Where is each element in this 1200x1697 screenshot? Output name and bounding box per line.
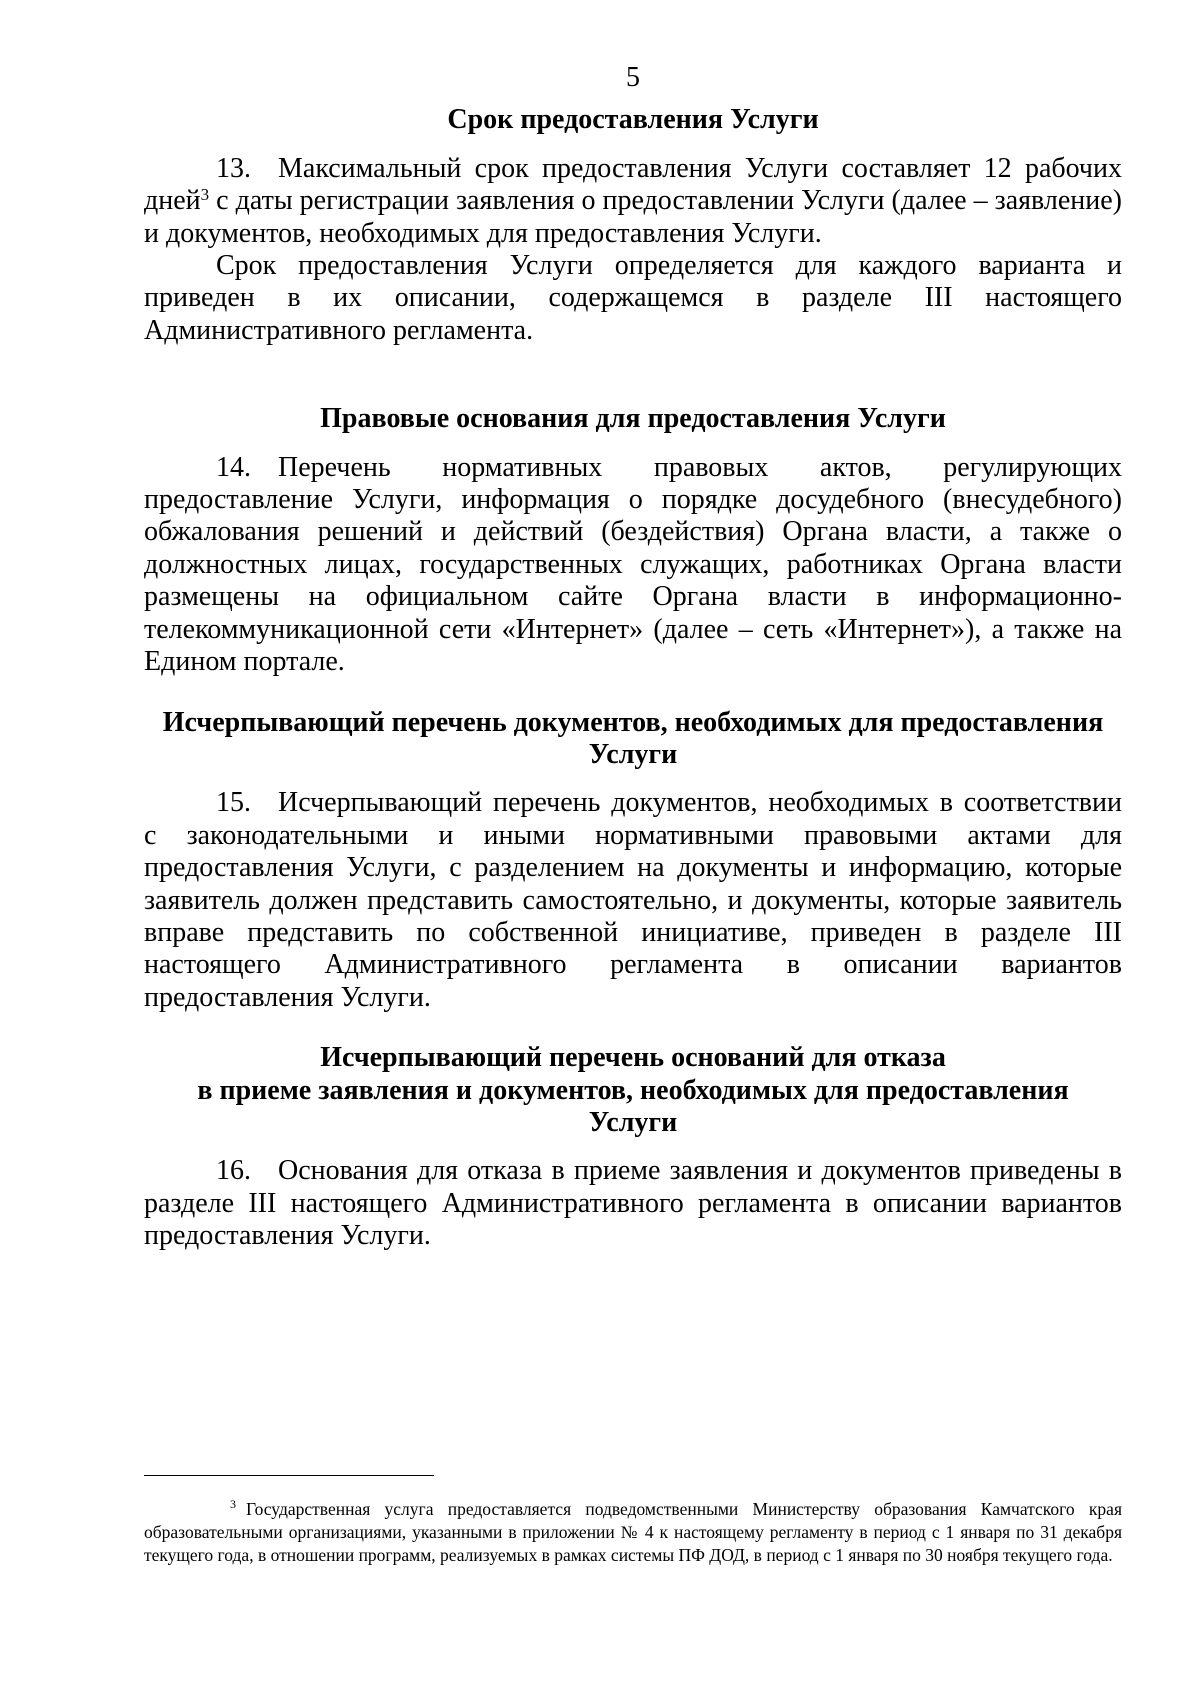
paragraph-text: Перечень нормативных правовых актов, регулирующих предоставление Услуги, информация о порядке досудебного (внесудебного) обжалования решений и действий (бездействия) Органа власти, а также о должностных лицах, государственных служащих, работниках Органа власти размещены на официальном сайте Органа власти в информационно-телекоммуникационной сети «Интернет» (далее – сеть «Интернет»), а также на Едином портале. — [144, 451, 1122, 678]
footnote-separator — [144, 1475, 434, 1476]
heading-line: Услуги — [588, 1106, 678, 1138]
footnote — [144, 1498, 1122, 1567]
paragraph-13 — [144, 153, 1122, 250]
heading-line: Срок предоставления Услуги — [447, 104, 819, 136]
footnote-reference[interactable]: 3 — [200, 185, 210, 205]
paragraph-16 — [144, 1155, 1122, 1252]
paragraph-number: 14. — [216, 451, 251, 483]
paragraph-number: 15. — [216, 787, 251, 819]
heading-line: Исчерпывающий перечень документов, необходимых для предоставления — [162, 706, 1104, 738]
paragraph-text: с даты регистрации заявления о предоставлении Услуги (далее – заявление) и документов, необходимых для предоставления Услуги. — [144, 185, 1122, 249]
page-number: 5 — [626, 62, 640, 93]
paragraph-number: 16. — [216, 1155, 251, 1187]
heading-line: Правовые основания для предоставления Услуги — [320, 403, 946, 435]
paragraph-13-continued: Срок предоставления Услуги определяется для каждого варианта и приведен в их описании, содержащемся в разделе III настоящего Административного регламента. — [144, 250, 1122, 346]
section-heading-documents-list — [144, 707, 1122, 772]
heading-line: Услуги — [588, 738, 678, 770]
paragraph-15 — [144, 787, 1122, 1014]
heading-line: в приеме заявления и документов, необходимых для предоставления — [197, 1074, 1069, 1106]
paragraph-14 — [144, 452, 1122, 679]
section-heading-refusal-grounds — [144, 1042, 1122, 1139]
section-heading-legal-basis — [144, 403, 1122, 435]
paragraph-text: Максимальный срок предоставления Услуги составляет 12 рабочих дней — [144, 152, 1122, 217]
footnote-marker: 3 — [230, 1497, 236, 1511]
footnote-text: Государственная услуга предоставляется подведомственными Министерству образования Камчатского края образовательными организациями, указанными в приложении № 4 к настоящему регламенту в период с 1 января по 31 декабря текущего года, в отношении программ, реализуемых в рамках системы ПФ ДОД, в период с 1 января по 30 ноября текущего года. — [144, 1499, 1122, 1565]
paragraph-text: Исчерпывающий перечень документов, необходимых в соответствии с законодательными и иными нормативными правовыми актами для предоставления Услуги, с разделением на документы и информацию, которые заявитель должен представить самостоятельно, и документы, которые заявитель вправе представить по собственной инициативе, приведен в разделе III настоящего Административного регламента в описании вариантов предоставления Услуги. — [144, 787, 1122, 1013]
paragraph-text: Основания для отказа в приеме заявления и документов приведены в разделе III настоящего Административного регламента в описании вариантов предоставления Услуги. — [144, 1155, 1122, 1252]
document-page — [144, 62, 1122, 1253]
heading-line: Исчерпывающий перечень оснований для отказа — [320, 1042, 946, 1074]
section-heading-term — [144, 104, 1122, 136]
paragraph-number: 13. — [216, 152, 251, 184]
